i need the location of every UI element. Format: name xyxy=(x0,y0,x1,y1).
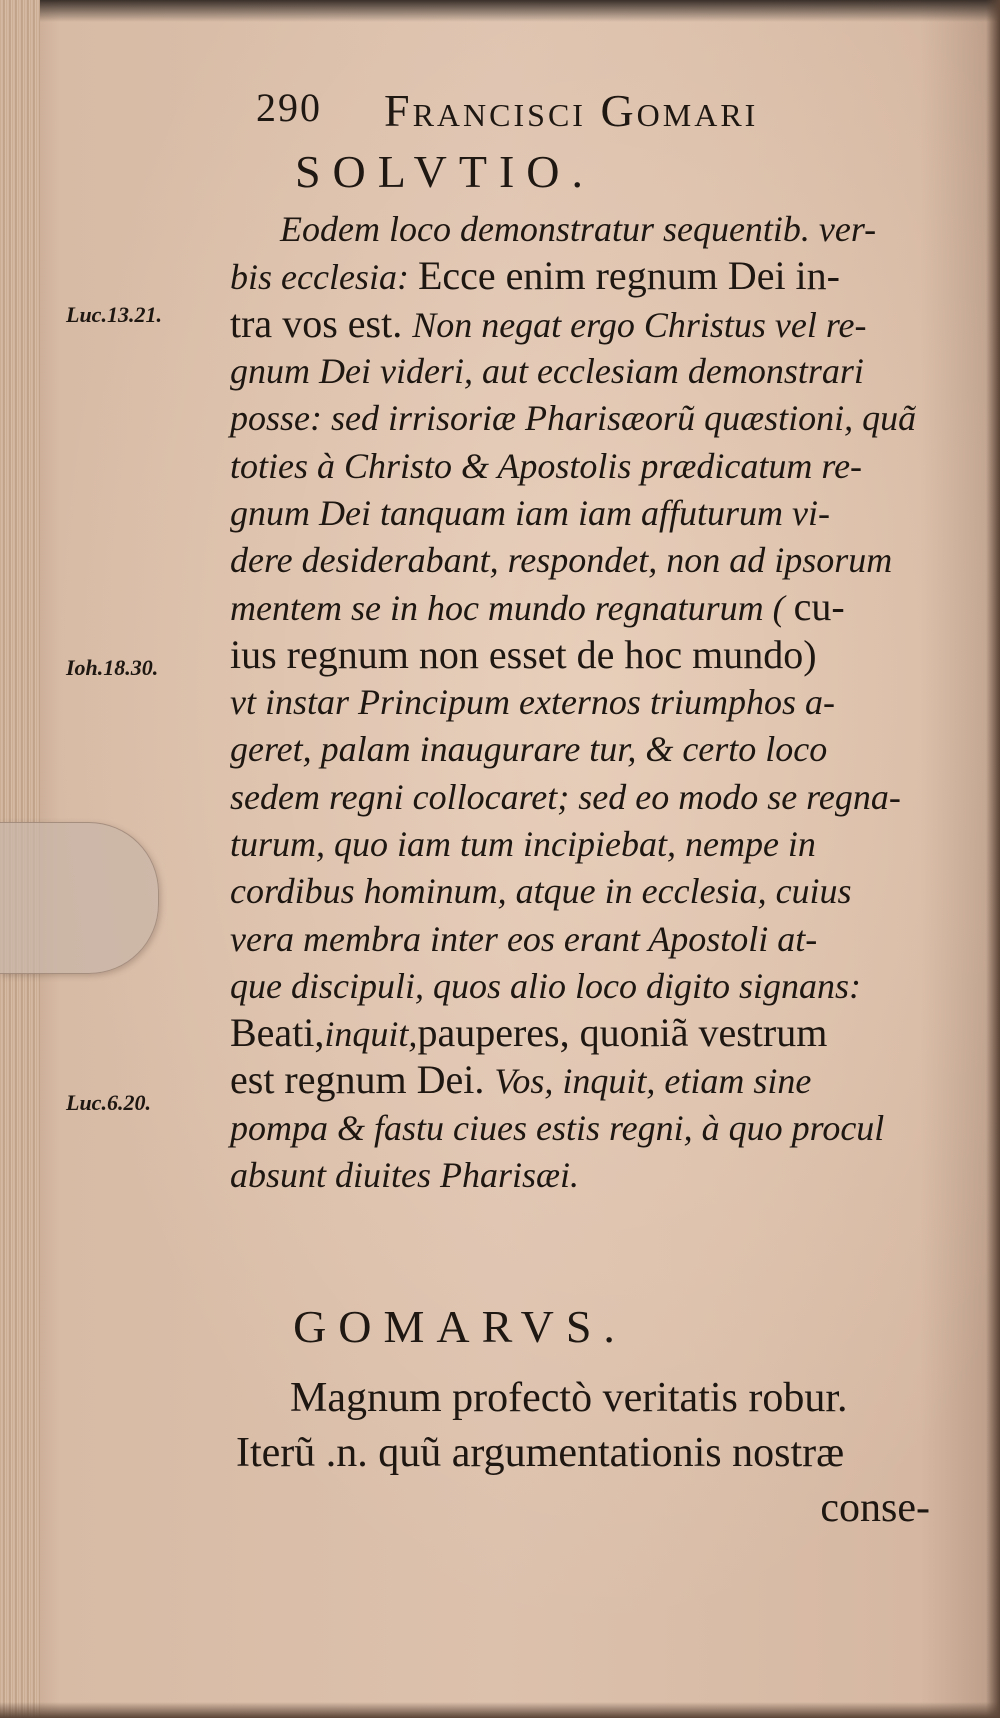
text-line xyxy=(230,964,960,1008)
italic-text-segment: inquit, xyxy=(324,1014,418,1055)
text-line xyxy=(230,822,960,866)
roman-text-segment: Beati, xyxy=(230,1010,325,1056)
text-line xyxy=(280,207,1000,251)
italic-text-segment: dere desiderabant, respondet, non ad ipsorum xyxy=(230,540,893,581)
text-line xyxy=(230,349,960,393)
running-title: Francisci Gomari xyxy=(384,85,759,136)
italic-text-segment: Eodem loco demonstratur sequentib. ver- xyxy=(280,209,877,249)
roman-text-segment: tra vos est. xyxy=(230,300,413,346)
margin-note-luke-6: Luc.6.20. xyxy=(66,1090,151,1115)
italic-text-segment: pompa & fastu ciues estis regni, à quo procul xyxy=(230,1107,885,1148)
roman-text-segment: Ecce enim regnum Dei in- xyxy=(417,253,840,299)
roman-text-segment: pauperes, quoniã vestrum xyxy=(417,1010,828,1056)
italic-text-segment: gnum Dei tanquam iam iam affuturum vi- xyxy=(230,492,830,533)
text-line: Magnum profectò veritatis robur. xyxy=(290,1375,848,1421)
text-line xyxy=(230,775,960,819)
text-line xyxy=(230,491,960,535)
text-line xyxy=(230,585,960,629)
text-line xyxy=(230,396,960,440)
italic-text-segment: Non negat ergo Christus vel re- xyxy=(412,304,867,345)
roman-text-segment: est regnum Dei. xyxy=(230,1057,495,1103)
italic-text-segment: vt instar Principum externos triumphos a- xyxy=(230,682,835,722)
italic-text-segment: cordibus hominum, atque in ecclesia, cuius xyxy=(230,871,852,912)
italic-text-segment: posse: sed irrisoriæ Pharisæorũ quæstioni, quã xyxy=(230,398,917,439)
text-line xyxy=(230,302,960,346)
text-line xyxy=(230,917,960,961)
section-heading-solutio: SOLVTIO. xyxy=(294,146,596,197)
text-line xyxy=(230,680,960,724)
text-line xyxy=(230,254,960,298)
text-line xyxy=(230,538,960,582)
italic-text-segment: absunt diuites Pharisæi. xyxy=(230,1155,580,1195)
margin-note-luke-13: Luc.13.21. xyxy=(66,302,162,327)
page-right-shadow xyxy=(986,0,1000,1718)
italic-text-segment: turum, quo iam tum incipiebat, nempe in xyxy=(230,823,816,864)
text-line: Iterũ .n. quũ argumentationis nostræ xyxy=(236,1430,845,1476)
paper-bookmark-tab xyxy=(0,822,159,974)
section-heading-gomarus: GOMARVS. xyxy=(293,1301,627,1352)
italic-text-segment: gnum Dei videri, aut ecclesiam demonstrari xyxy=(230,350,864,391)
page-top-shadow xyxy=(0,0,1000,22)
page-number: 290 xyxy=(256,85,322,130)
roman-text-segment: cu- xyxy=(793,584,845,630)
running-header xyxy=(256,84,856,144)
page-bottom-shadow xyxy=(0,1702,1000,1718)
text-line xyxy=(230,1153,960,1197)
margin-note-john-18: Ioh.18.30. xyxy=(66,655,159,680)
italic-text-segment: vera membra inter eos erant Apostoli at- xyxy=(230,918,818,959)
roman-text-segment: ius regnum non esset de hoc mundo) xyxy=(230,631,817,677)
italic-text-segment: bis ecclesia: xyxy=(230,257,418,298)
text-line xyxy=(230,869,960,913)
text-line xyxy=(230,633,960,677)
text-line xyxy=(230,1058,960,1102)
italic-text-segment: Vos, inquit, etiam sine xyxy=(494,1061,812,1102)
italic-text-segment: geret, palam inaugurare tur, & certo loco xyxy=(230,729,828,770)
text-line xyxy=(230,444,960,488)
italic-text-segment: mentem se in hoc mundo regnaturum ( xyxy=(230,588,794,629)
italic-text-segment: sedem regni collocaret; sed eo modo se regna- xyxy=(230,776,901,817)
text-line xyxy=(230,1011,960,1055)
italic-text-segment: que discipuli, quos alio loco digito signans: xyxy=(230,965,861,1006)
italic-text-segment: toties à Christo & Apostolis prædicatum re- xyxy=(230,445,863,486)
text-line xyxy=(230,727,960,771)
text-line xyxy=(230,1106,960,1150)
catchword: conse- xyxy=(820,1485,930,1531)
